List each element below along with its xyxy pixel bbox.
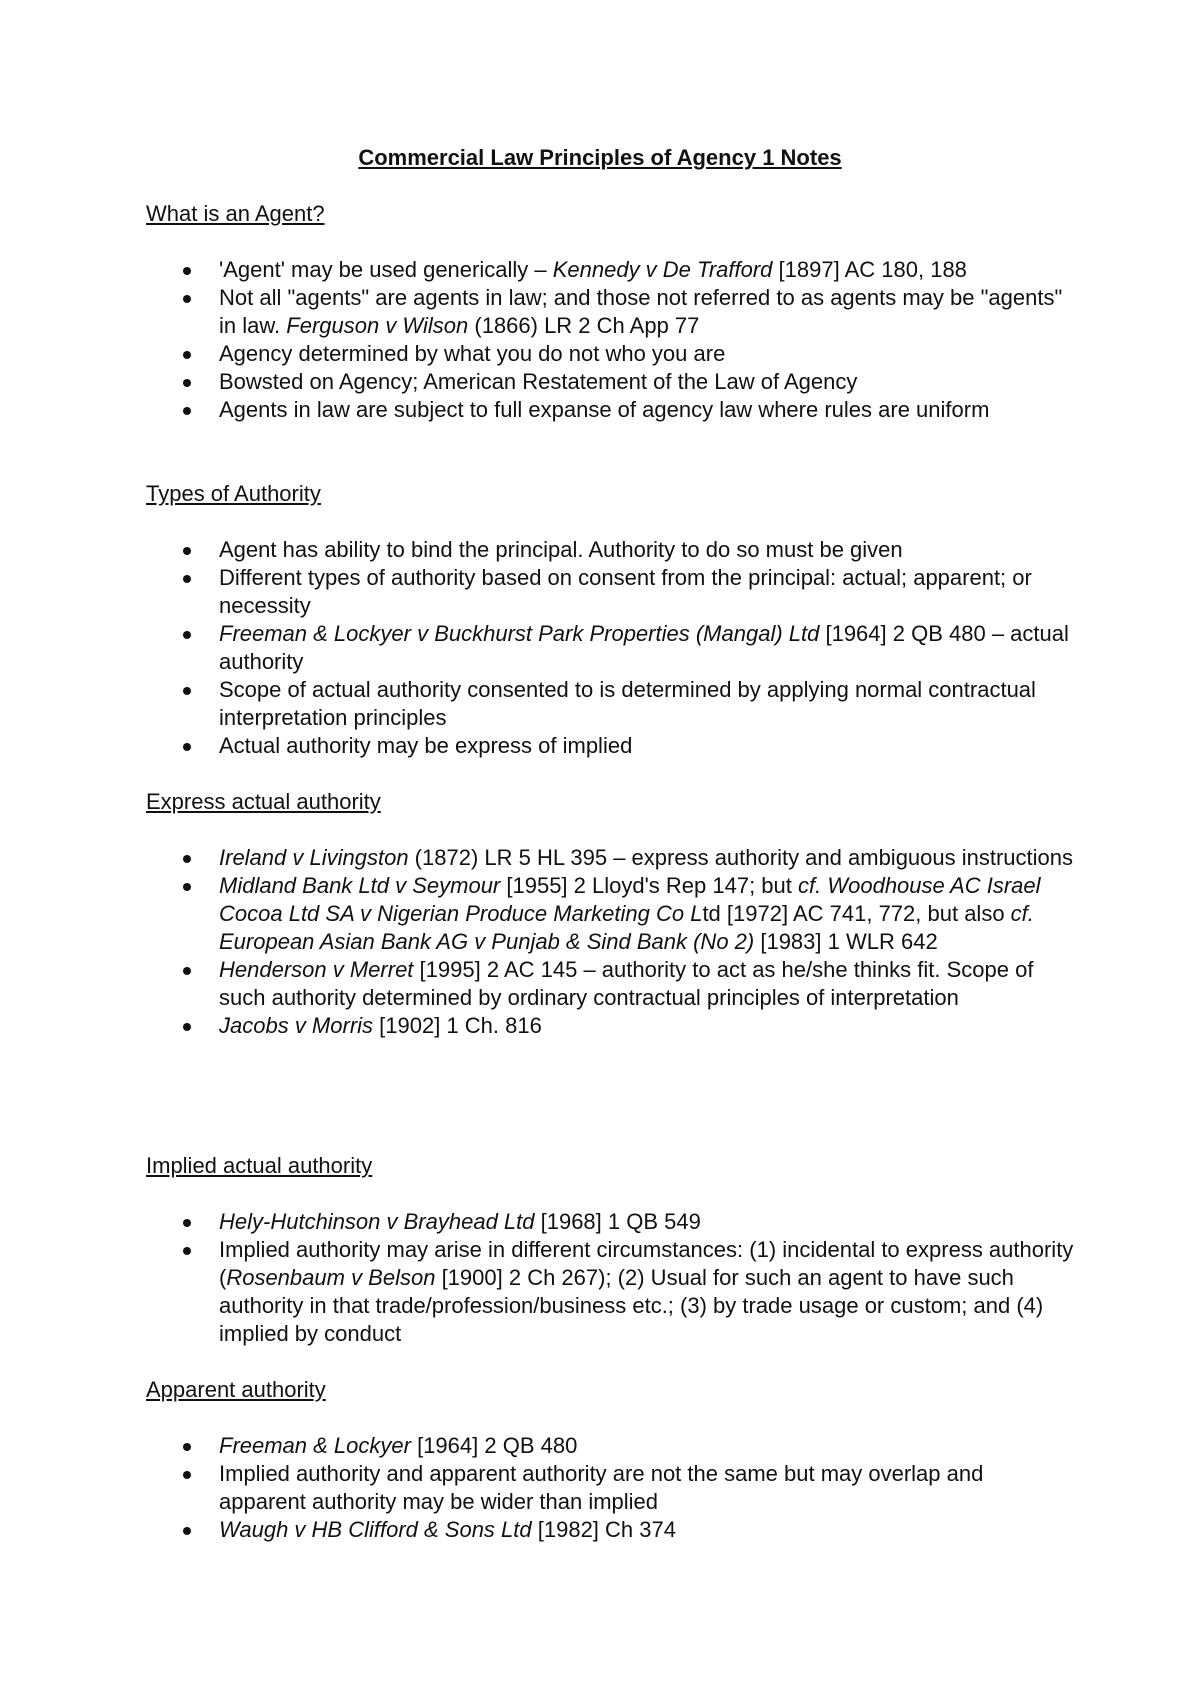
item-text: (1866) LR 2 Ch App 77 — [468, 313, 700, 338]
item-text: [1955] 2 Lloyd's Rep 147; but — [500, 873, 799, 898]
list-item — [146, 844, 1076, 872]
bullet-list — [146, 1432, 1076, 1544]
bullet-dot-icon — [183, 743, 191, 751]
item-text: Implied authority and apparent authority are not the same but may overlap and apparent authority may be wider than implied — [219, 1461, 984, 1514]
case-citation-text: cf. Woodhouse AC Israel Cocoa Ltd SA v Nigerian Produce Marketing Co L — [219, 873, 1041, 926]
list-item — [146, 1432, 1076, 1460]
item-text: [1902] 1 Ch. 816 — [373, 1013, 542, 1038]
case-citation-text: Freeman & Lockyer v Buckhurst Park Properties (Mangal) Ltd — [219, 621, 820, 646]
bullet-dot-icon — [183, 379, 191, 387]
case-citation-text: Rosenbaum v Belson — [226, 1265, 436, 1290]
list-item — [146, 536, 1076, 564]
list-item — [146, 256, 1076, 284]
list-item — [146, 1460, 1076, 1516]
item-text: Bowsted on Agency; American Restatement of the Law of Agency — [219, 369, 858, 394]
case-citation-text: Henderson v Merret — [219, 957, 414, 982]
case-citation-text: Kennedy v De Trafford — [552, 257, 773, 282]
item-text: Actual authority may be express of implied — [219, 733, 633, 758]
item-text: Different types of authority based on consent from the principal: actual; apparent; or necessity — [219, 565, 1032, 618]
item-text: td [1972] AC 741, 772, but also — [702, 901, 1011, 926]
item-text: Implied authority may arise in different circumstances: (1) incidental to express authority ( — [219, 1237, 1074, 1290]
item-text: [1964] 2 QB 480 – actual authority — [219, 621, 1069, 674]
bullet-dot-icon — [183, 967, 191, 975]
list-item — [146, 872, 1076, 956]
bullet-dot-icon — [183, 1219, 191, 1227]
case-citation-text: Ferguson v Wilson — [286, 313, 469, 338]
item-text: Scope of actual authority consented to is determined by applying normal contractual interpretation principles — [219, 677, 1036, 730]
section-apparent-authority — [146, 1376, 1076, 1544]
list-item — [146, 1516, 1076, 1544]
bullet-dot-icon — [183, 855, 191, 863]
case-citation-text: Midland Bank Ltd v Seymour — [219, 873, 501, 898]
bullet-dot-icon — [183, 267, 191, 275]
list-item — [146, 1236, 1076, 1348]
case-citation-text: Waugh v HB Clifford & Sons Ltd — [219, 1517, 532, 1542]
list-item — [146, 284, 1076, 340]
list-item — [146, 676, 1076, 732]
item-text: Agency determined by what you do not who you are — [219, 341, 726, 366]
bullet-dot-icon — [183, 351, 191, 359]
bullet-dot-icon — [183, 407, 191, 415]
bullet-dot-icon — [183, 547, 191, 555]
item-text: [1897] AC 180, 188 — [772, 257, 967, 282]
bullet-dot-icon — [183, 295, 191, 303]
item-text: 'Agent' may be used generically – — [219, 257, 553, 282]
bullet-dot-icon — [183, 1247, 191, 1255]
section-types-of-authority — [146, 480, 1076, 760]
section-heading: What is an Agent? — [146, 201, 325, 226]
case-citation-text: cf. European Asian Bank AG v Punjab & Sind Bank (No 2) — [219, 901, 1034, 954]
item-text: [1964] 2 QB 480 — [410, 1433, 578, 1458]
list-item — [146, 368, 1076, 396]
section-express-actual-authority — [146, 788, 1076, 1040]
item-text: [1900] 2 Ch 267); (2) Usual for such an agent to have such authority in that trade/profession/business etc.; (3) by trade usage or custom; and (4) implied by conduct — [219, 1265, 1044, 1346]
item-text: (1872) LR 5 HL 395 – express authority and ambiguous instructions — [408, 845, 1074, 870]
bullet-dot-icon — [183, 1023, 191, 1031]
case-citation-text: Hely-Hutchinson v Brayhead Ltd — [219, 1209, 535, 1234]
item-text: Agent has ability to bind the principal. Authority to do so must be given — [219, 537, 903, 562]
list-item — [146, 340, 1076, 368]
section-heading: Implied actual authority — [146, 1153, 373, 1178]
case-citation-text: Freeman & Lockyer — [219, 1433, 411, 1458]
bullet-dot-icon — [183, 883, 191, 891]
item-text: [1995] 2 AC 145 – authority to act as he/she thinks fit. Scope of such authority determined by ordinary contractual principles of interpretation — [219, 957, 1034, 1010]
case-citation-text: Ireland v Livingston — [219, 845, 409, 870]
list-item — [146, 732, 1076, 760]
item-text: [1982] Ch 374 — [531, 1517, 676, 1542]
item-text: Not all "agents" are agents in law; and those not referred to as agents may be "agents" in law. — [219, 285, 1063, 338]
section-what-is-an-agent — [146, 200, 1076, 424]
bullet-dot-icon — [183, 1443, 191, 1451]
item-text: Agents in law are subject to full expanse of agency law where rules are uniform — [219, 397, 990, 422]
list-item — [146, 1012, 1076, 1040]
section-implied-actual-authority — [146, 1152, 1076, 1348]
bullet-list — [146, 256, 1076, 424]
list-item — [146, 956, 1076, 1012]
bullet-list — [146, 1208, 1076, 1348]
item-text: [1983] 1 WLR 642 — [754, 929, 938, 954]
list-item — [146, 1208, 1076, 1236]
bullet-list — [146, 536, 1076, 760]
bullet-dot-icon — [183, 1527, 191, 1535]
item-text: [1968] 1 QB 549 — [534, 1209, 701, 1234]
document-title: Commercial Law Principles of Agency 1 Notes — [358, 145, 842, 170]
list-item — [146, 396, 1076, 424]
case-citation-text: Jacobs v Morris — [219, 1013, 374, 1038]
list-item — [146, 620, 1076, 676]
section-heading: Express actual authority — [146, 789, 381, 814]
list-item — [146, 564, 1076, 620]
bullet-dot-icon — [183, 1471, 191, 1479]
bullet-dot-icon — [183, 687, 191, 695]
section-heading: Apparent authority — [146, 1377, 326, 1402]
section-heading: Types of Authority — [146, 481, 321, 506]
bullet-dot-icon — [183, 631, 191, 639]
bullet-list — [146, 844, 1076, 1040]
bullet-dot-icon — [183, 575, 191, 583]
